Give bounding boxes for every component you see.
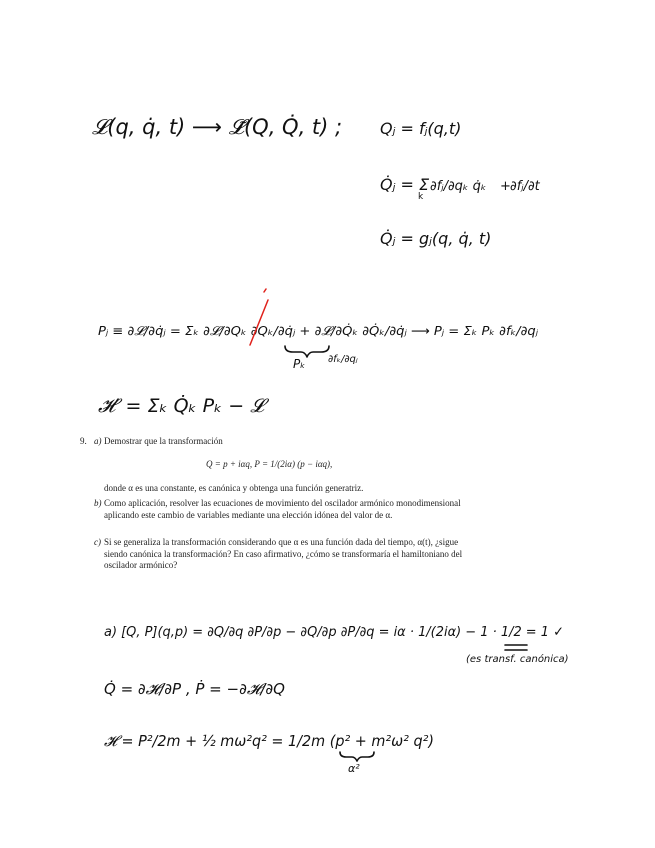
double-underline: [505, 645, 527, 650]
problem-number: 9.: [80, 436, 87, 446]
part-b-label: b): [94, 498, 102, 508]
part-a: [94, 436, 474, 448]
part-c-label: c): [94, 537, 101, 547]
oscillator-hamiltonian: 𝓗 = P²/2m + ½ mω²q² = 1/2m (p² + m²ω² q²): [104, 732, 434, 750]
underbrace-omega: [340, 752, 374, 761]
part-b-text: Como aplicación, resolver las ecuaciones de movimiento del oscilador armónico monodimensional aplicando este cambio de variables mediante una elección idónea del valor de α.: [104, 498, 461, 520]
lagrangian-transformation: 𝓛(q, q̇, t) ⟶ 𝓛̃(Q, Q̇, t) ;: [92, 115, 343, 139]
hamiltonian-prime: 𝓗′ = Σₖ Q̇ₖ Pₖ − 𝓛: [98, 395, 265, 417]
part-a-text-2: donde α es una constante, es canónica y obtenga una función generatriz.: [104, 483, 364, 493]
q-definition: Qⱼ = fⱼ(q,t): [380, 119, 462, 138]
underbrace-label-1: Pₖ: [293, 357, 306, 371]
part-b: [94, 498, 474, 521]
poisson-bracket: a) [Q, P](q,p) = ∂Q/∂q ∂P/∂p − ∂Q/∂p ∂P/∂q = iα · 1/(2iα) − 1 · 1/2 = 1 ✓: [104, 624, 564, 640]
canonical-note: (es transf. canónica): [466, 654, 569, 665]
underbrace-alpha-label: α²: [348, 762, 360, 775]
underbrace-left: [285, 346, 329, 357]
momentum-equation: Pⱼ ≡ ∂𝓛/∂q̇ⱼ = Σₖ ∂𝓛/∂Qₖ ∂Qₖ/∂q̇ⱼ + ∂𝓛/∂Q̇ₖ ∂Q̇ₖ/∂q̇ⱼ ⟶ Pⱼ = Σₖ Pₖ ∂fₖ/∂qⱼ: [98, 323, 539, 338]
part-c: [94, 537, 474, 572]
part-a-label: a): [94, 436, 102, 446]
qdot-sum-plus: +: [500, 179, 511, 194]
underbrace-label-2: ∂fₖ/∂qⱼ: [328, 354, 358, 365]
part-a-continued: [104, 483, 474, 495]
qdot-sum-lhs: Q̇ⱼ = Σ: [380, 175, 430, 194]
qdot-sum-term1: ∂fⱼ/∂qₖ q̇ₖ: [430, 179, 487, 194]
part-c-text: Si se generaliza la transformación considerando que α es una función dada del tiempo, α(t), ¿sigue siendo canónica la transformación? En caso afirmativo, ¿cómo se transformaría el hamiltoniano del oscilador armónico?: [104, 537, 463, 570]
part-a-text: Demostrar que la transformación: [104, 436, 223, 446]
qdot-sum-term2: ∂fⱼ/∂t: [510, 179, 540, 194]
hamilton-equations: Q̇ = ∂𝓗/∂P , Ṗ = −∂𝓗/∂Q: [104, 680, 285, 698]
transformation-equation: Q = p + iαq, P = 1/(2iα) (p − iαq),: [206, 459, 333, 469]
qdot-sum-index: k: [418, 192, 424, 202]
qdot-g-definition: Q̇ⱼ = gⱼ(q, q̇, t): [380, 229, 492, 248]
